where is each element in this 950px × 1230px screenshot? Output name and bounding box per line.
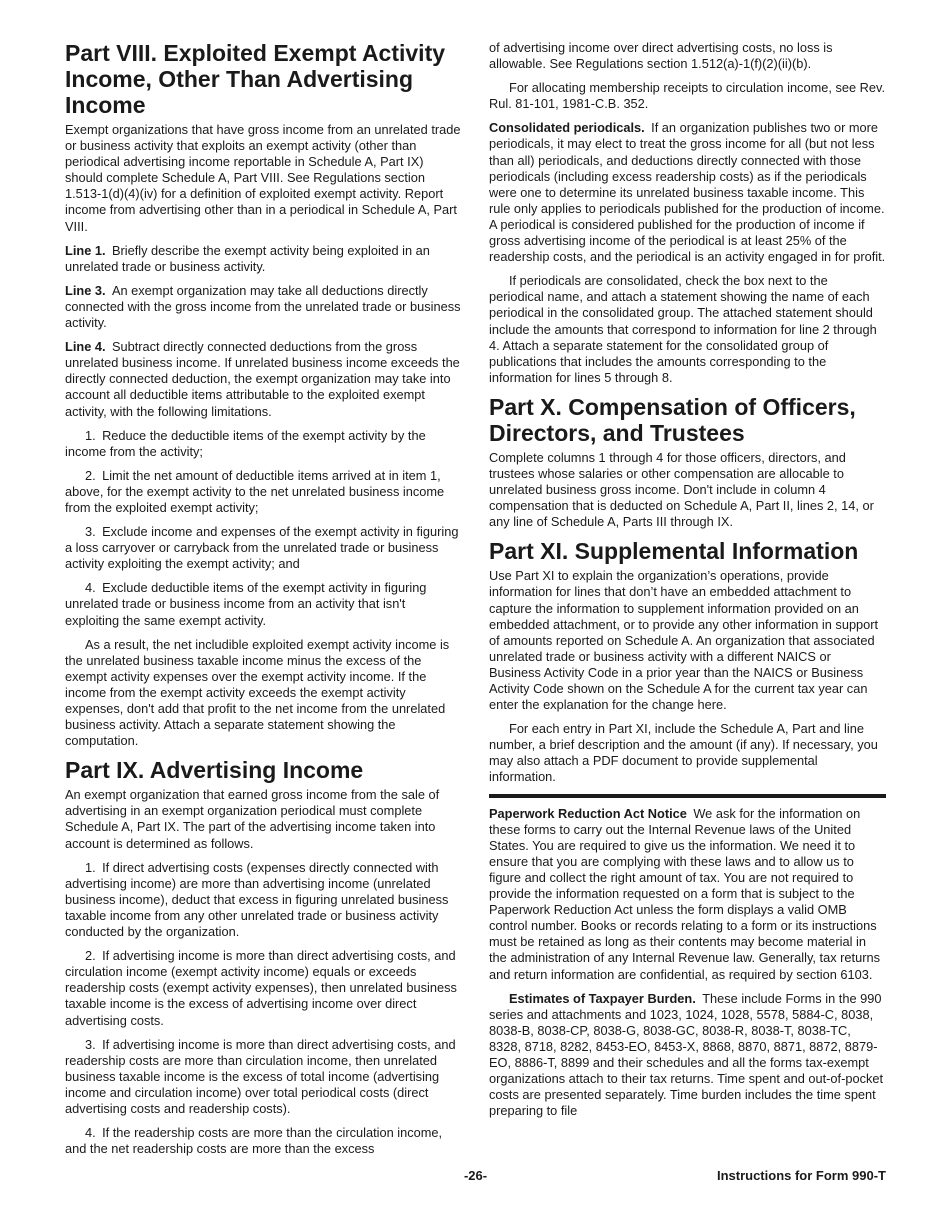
- consolidated-text: If an organization publishes two or more periodicals, it may elect to treat the gross income for all (but not less than all) periodicals, and deductions directly connected with those periodicals (including excess readership costs) as if the periodicals were one to determine its unrelated business taxable income. This rule only applies to periodicals published for the production of income. A periodical is considered published for the production of income if gross advertising income of the periodical is at least 25% of the readership costs, and the periodical is an activity engaged in for profit.: [489, 120, 886, 265]
- part11-text: Use Part XI to explain the organization’s operations, provide information for lines that don’t have an embedded attachment to capture the information to supplement information provided on an embedded attachment, or to provide any other information in support of amounts reported on Schedule A. An organization that associated unrelated trade or business activity with a different NAICS or Business Activity Code in a prior year than the NAICS or Business Activity Code shown on the Schedule A for the current tax year can enter the explanation for the change here.: [489, 568, 879, 713]
- consolidated-paragraph: [489, 120, 886, 265]
- continued-text: of advertising income over direct advertising costs, no loss is allowable. See Regulations section 1.512(a)-1(f)(2)(ii)(b).: [489, 40, 833, 72]
- part9-item-2: 2. If advertising income is more than direct advertising costs, and circulation income (exempt activity income) equals or exceeds readership costs (exempt activity expenses), then unrelated business taxable income is the excess of advertising income over direct advertising costs.: [65, 948, 457, 1028]
- line3-label: Line 3.: [65, 282, 106, 298]
- line1-paragraph: [65, 243, 461, 275]
- part10-text: Complete columns 1 through 4 for those officers, directors, and trustees whose salaries or other compensation are allocable to unrelated business gross income. Don't include in column 4 compensation that is deducted on Schedule A, Part II, lines 2, 14, or any line of Schedule A, Parts III through IX.: [489, 449, 874, 530]
- part9-intro: An exempt organization that earned gross income from the sale of advertising in an exempt organization periodical must complete Schedule A, Part IX. The part of the advertising income taken into account is determined as follows.: [65, 787, 440, 851]
- part9-item-1: 1. If direct advertising costs (expenses directly connected with advertising income) are more than advertising income (unrelated business income), deduct that excess in figuring unrelated business taxable income from any other unrelated trade or business activity conducted by the organization.: [65, 859, 449, 940]
- paperwork-label: Paperwork Reduction Act Notice: [489, 805, 687, 821]
- membership-text: For allocating membership receipts to circulation income, see Rev. Rul. 81-101, 1981-C.B. 352.: [489, 80, 886, 112]
- estimates-text: These include Forms in the 990 series and attachments and 1023, 1024, 1028, 5578, 5884-C, 8038, 8038-B, 8038-CP, 8038-G, 8038-GC, 8038-R, 8038-T, 8038-TC, 8328, 8718, 8282, 8453-EO, 8453-X, 8868, 8870, 8871, 8872, 8879-EO, 8886-T, 8899 and their schedules and all the forms tax-exempt organizations attach to their tax returns. Time spent and out-of-pocket costs are presented separately. Time burden includes the time spent preparing to file: [489, 990, 884, 1119]
- line3-paragraph: [65, 283, 461, 331]
- line4-text: Subtract directly connected deductions from the gross unrelated business income. If unrelated business income exceeds the directly connected deduction, the exempt organization may take into account all deductible items attributable to the exploited exempt activity, with the following limitations.: [65, 339, 460, 419]
- part11-entry: For each entry in Part XI, include the Schedule A, Part and line number, a brief description and the amount (if any). If necessary, you may also attach a PDF document to provide supplemental information.: [489, 721, 878, 785]
- left-column: [65, 40, 461, 1165]
- line4-label: Line 4.: [65, 339, 106, 355]
- line1-text: Briefly describe the exempt activity being exploited in an unrelated trade or business activity.: [65, 242, 430, 274]
- part9-heading: Part IX. Advertising Income: [65, 757, 364, 784]
- page-footer: [65, 1168, 886, 1186]
- right-column: [489, 40, 886, 1127]
- paperwork-paragraph: [489, 806, 886, 983]
- estimates-label: Estimates of Taxpayer Burden.: [509, 990, 696, 1006]
- consolidated-followup: If periodicals are consolidated, check the box next to the periodical name, and attach a statement showing the name of each periodical in the consolidated group. The attached statement should include the amounts that correspond to information for line 2 through 4. Attach a separate statement for the consolidated group of publications that includes the amounts corresponding to the information for lines 5 through 8.: [489, 273, 877, 385]
- line4-result: As a result, the net includible exploited exempt activity income is the unrelated business taxable income minus the excess of the exempt activity expenses over the exempt activity income. If the income from the exempt activity exceeds the exempt activity expenses, don't add that profit to the net income from the unrelated business activity. Attach a separate statement showing the computation.: [65, 636, 450, 749]
- estimates-paragraph: [489, 991, 886, 1120]
- line3-text: An exempt organization may take all deductions directly connected with the gross income from the unrelated trade or business activity.: [65, 282, 461, 331]
- page-number: -26-: [463, 1168, 488, 1183]
- line4-paragraph: [65, 339, 461, 419]
- line4-item-3: 3. Exclude income and expenses of the exempt activity in figuring a loss carryover or carryback from the unrelated trade or business activity exploiting the exempt activity; and: [65, 524, 459, 572]
- line4-item-4: 4. Exclude deductible items of the exempt activity in figuring unrelated trade or business income from an activity that isn't exploiting the same exempt activity.: [65, 580, 427, 628]
- part8-heading: Part VIII. Exploited Exempt Activity Income, Other Than Advertising Income: [65, 40, 446, 118]
- line4-item-2: 2. Limit the net amount of deductible items arrived at in item 1, above, for the exempt activity to the net unrelated business income from the exploited exempt activity;: [65, 467, 445, 515]
- part11-heading: Part XI. Supplemental Information: [489, 538, 859, 565]
- part9-item-3: 3. If advertising income is more than direct advertising costs, and readership costs are more than circulation income, then unrelated business taxable income is the excess of total income (advertising income and circulation income) over total periodical costs (direct advertising costs and readership costs).: [65, 1036, 456, 1116]
- consolidated-label: Consolidated periodicals.: [489, 120, 645, 136]
- part8-intro: Exempt organizations that have gross income from an unrelated trade or business activity that exploits an exempt activity (other than periodical advertising income reportable in Schedule A, Part IX) should complete Schedule A, Part VIII. See Regulations section 1.513-1(d)(4)(iv) for a definition of exploited exempt activity. Report income from advertising other than in a periodical in Schedule A, Part VIII.: [65, 122, 461, 234]
- line1-label: Line 1.: [65, 242, 106, 258]
- paperwork-text: We ask for the information on these forms to carry out the Internal Revenue laws of the United States. You are required to give us the information. We need it to ensure that you are complying with these laws and to allow us to figure and collect the right amount of tax. You are not required to provide the information requested on a form that is subject to the Paperwork Reduction Act unless the form displays a valid OMB control number. Books or records relating to a form or its instructions must be retained as long as their contents may become material in the administration of any Internal Revenue law. Generally, tax returns and return information are confidential, as required by section 6103.: [489, 805, 880, 982]
- line4-item-1: 1. Reduce the deductible items of the exempt activity by the income from the activity;: [65, 427, 426, 459]
- part10-heading: Part X. Compensation of Officers, Directors, and Trustees: [489, 393, 856, 446]
- part9-item-4: 4. If the readership costs are more than the circulation income, and the net readership costs are more than the excess: [65, 1125, 443, 1157]
- form-title: Instructions for Form 990-T: [716, 1168, 886, 1183]
- section-divider: [489, 794, 886, 798]
